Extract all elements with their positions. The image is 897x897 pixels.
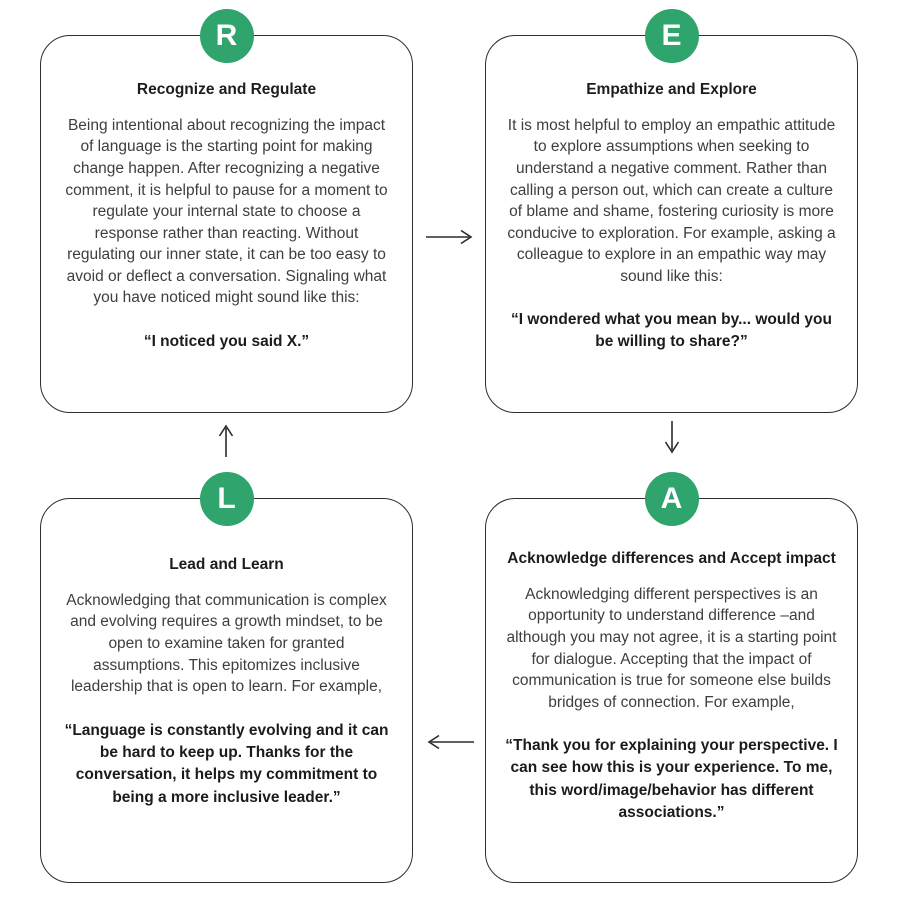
card-body-text: Acknowledging different perspectives is an opportunity to understand difference –and although you may not agree, it is a starting point for dialogue. Accepting that the impact of communication is true for someone else builds bridges of connection. For example, — [506, 585, 837, 711]
badge-letter: A — [660, 482, 683, 515]
card-title: Acknowledge differences and Accept impact — [507, 550, 836, 567]
letter-badge-l-icon — [200, 472, 254, 526]
card-empathize-and-explore — [485, 19, 858, 413]
arrow-right-icon — [423, 224, 477, 250]
card-acknowledge-and-accept — [485, 482, 858, 883]
card-title: Empathize and Explore — [586, 81, 757, 98]
letter-badge-r-icon — [200, 9, 254, 63]
card-title: Recognize and Regulate — [136, 81, 317, 98]
card-recognize-and-regulate — [40, 19, 413, 413]
letter-badge-e-icon — [645, 9, 699, 63]
card-example-quote: “Thank you for explaining your perspective. I can see how this is your experience. To me, this word/image/​behavior has different associations.” — [505, 737, 838, 822]
arrow-up-icon — [213, 421, 239, 459]
arrow-down-icon — [659, 419, 685, 457]
badge-letter: E — [661, 19, 682, 52]
letter-badge-a-icon — [645, 472, 699, 526]
card-lead-and-learn — [40, 482, 413, 883]
card-body-text: Acknowledging that communication is complex and evolving requires a growth mindset, to be open to examine taken for granted assumptions. This epitomizes inclusive leadership that is open to learn. For example, — [66, 591, 387, 696]
badge-letter: L — [217, 482, 236, 515]
card-example-quote: “I wondered what you mean by... would you be willing to share?” — [511, 311, 832, 351]
card-body-text: It is most helpful to employ an empathic attitude to explore assumptions when seeking to understand a negative comment. Rather than calling a person out, which can create a culture of blame and shame, fostering curiosity is more conducive to exploration. For example, asking a colleague to explore in an empathic way may sound like this: — [507, 116, 836, 285]
arrow-left-icon — [423, 729, 477, 755]
card-example-quote: “Language is constantly evolving and it can be hard to keep up. Thanks for the conversation, it helps my commitment to being a more inclusive leader.” — [64, 721, 389, 806]
card-body-text: Being intentional about recognizing the impact of language is the starting point for making change happen. After recognizing a negative comment, it is helpful to pause for a moment to regulate your internal state to choose a response rather than reacting. Without regulating our inner state, it can be too easy to avoid or deflect a conversation. Signaling what you have noticed might sound like this: — [65, 116, 388, 307]
card-example-quote: “I noticed you said X.” — [143, 332, 310, 350]
card-title: Lead and Learn — [169, 556, 284, 573]
badge-letter: R — [215, 19, 238, 52]
